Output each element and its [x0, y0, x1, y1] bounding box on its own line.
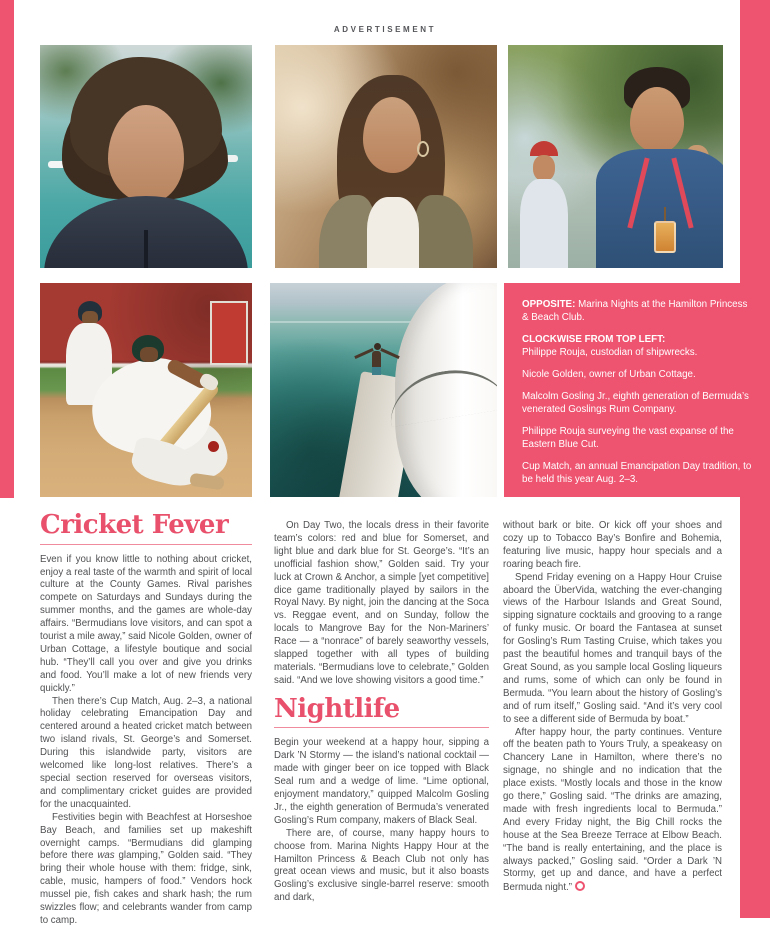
italic-word: was: [97, 850, 115, 862]
cricket-ball-shape: [208, 441, 219, 452]
drink-glass-shape: [654, 221, 676, 253]
paragraph: On Day Two, the locals dress in their favorite team’s colors: red and blue for Somerset, and light blue and dark blue for St. George’s. “It’s an unofficial fashion show,” Golden said. Try your luck at Crown & Anchor, a simple [yet competitive] dice game traditionally played by sailors in the Royal Navy. By night, join the dancing at the Soca vs. Reggae event, and on Sunday, follow the locals to Mangrove Bay for the Non-Mariners’ Race — a “nonrace” of barely seaworthy vessels, slapped together with all types of building materials. “Bermudians love to celebrate,” Golden said. “And we love showing visitors a good time.”: [274, 520, 489, 686]
section-title-nightlife: Nightlife: [274, 693, 400, 724]
red-wall-door-shape: [210, 301, 248, 365]
boat-shape: [74, 179, 87, 184]
opposite-text: Marina Nights at the Hamilton Princess & Beach Club.: [522, 299, 748, 323]
caption-box: [504, 283, 770, 497]
section-title-cricket-fever: Cricket Fever: [40, 510, 229, 540]
head-shape: [374, 343, 381, 350]
article-column-2: [274, 520, 489, 905]
horizon-line: [270, 321, 420, 323]
end-of-article-icon: [575, 881, 585, 891]
paragraph: Even if you know little to nothing about cricket, enjoy a real taste of the warmth and spirit of local culture at the County Games. Rival parishes compete on Saturdays and Sundays during the summer months, and the games are whole-day affairs. “Bermudians love visitors, and can spot a tourist a mile away,” said Nicole Golden, owner of Urban Cottage, a lifestyle boutique and social hub. “They’ll call you over and give you drinks and food. You’ll make a lot of new friends very quickly.”: [40, 553, 252, 694]
paragraph: without bark or bite. Or kick off your shoes and cozy up to Tobacco Bay’s Bonfire and Bohemia, featuring live music, happy hour specials and a roaring beach fire.: [503, 520, 722, 570]
photo-cup-match-cricket: [40, 283, 252, 497]
caption-clockwise-label: CLOCKWISE FROM TOP LEFT:: [522, 334, 666, 345]
photo-malcolm-gosling-jr: [508, 45, 723, 268]
photo-eastern-blue-cut-lighthouse: [270, 283, 497, 497]
earring-shape: [417, 141, 429, 157]
opposite-label: OPPOSITE:: [522, 299, 576, 310]
caption-item: Philippe Rouja surveying the vast expanse of the Eastern Blue Cut.: [522, 426, 734, 450]
boat-shape: [216, 155, 238, 162]
advertisement-label: ADVERTISEMENT: [333, 25, 437, 34]
caption-opposite: [522, 298, 752, 324]
photo-nicole-golden-portrait: [275, 45, 497, 268]
jacket-shape: [415, 195, 473, 268]
face-shape: [140, 347, 158, 362]
face-shape: [630, 87, 684, 153]
paragraph: Spend Friday evening on a Happy Hour Cruise aboard the ÜberVida, watching the ever-changing views of the Harbour Islands and Great Sound, sipping signature cocktails and grooving to a range of funky music. Or board the Fantasea at sunset for Gosling’s Rum Tasting Cruise, which takes you past the beautiful homes and tranquil bays of the Great Sound, as you sample local Gosling liqueurs and rums, some of which can only be found in Bermuda. “You learn about the history of Gosling’s and of rum itself,” Gosling said. “And it’s very cool to see a different side of Bermuda by boat.”: [503, 571, 722, 725]
paragraph: After happy hour, the party continues. Venture off the beaten path to Yours Truly, a speakeasy on Chancery Lane in Hamilton, where there’s no signage, no shingle and no indication that the place exists. “Mostly locals and those in the know go there,” Gosling said. “The drinks are amazing, made with fresh ingredients local to Bermuda.” And every Friday night, the Big Chill rocks the house at the Sea Breeze Terrace at Elbow Beach. “The band is really entertaining, and the place is always packed,” Gosling said. “Order a Dark ’N Stormy, get up and dance, and have a perfect Bermuda night.”: [503, 726, 722, 894]
paragraph: There are, of course, many happy hours to choose from. Marina Nights Happy Hour at the Hamilton Princess & Beach Club not only has great ocean views and music, but it also boasts Gosling’s exclusive single-barrel reserve: smooth and dark,: [274, 827, 489, 904]
torso-shape: [520, 179, 568, 268]
paragraph: Festivities begin with Beachfest at Horseshoe Bay Beach, and families set up makeshift overnight camps. “Bermudians did glamping before there was glamping,” Golden said. “They bring their whole house with them: fridge, sink, cable, music, hampers of food.” Vendors hock mussel pie, fish cakes and shark hash; the rum swizzles flow; and celebrants wander from camp to camp.: [40, 811, 252, 926]
article-column-3: [503, 520, 722, 895]
face-shape: [533, 155, 555, 181]
paragraph: Begin your weekend at a happy hour, sipping a Dark ’N Stormy — the island’s national cocktail — made with ginger beer on ice topped with Black Seal rum and a wedge of lime. “Lime optional, enjoyment mandatory,” quipped Malcolm Gosling Jr., the eighth generation of Bermuda’s venerated Gosling’s Rum company, makers of Black Seal.: [274, 737, 489, 826]
face-shape: [108, 105, 184, 203]
paragraph: Then there’s Cup Match, Aug. 2–3, a national holiday celebrating Emancipation Day and centered around a heated cricket match between two island rivals, St. George’s and Somerset. During this islandwide party, visitors are welcomed like long-lost relatives. There’s a special section reserved for overseas visitors, and complimentary cricket guides are provided for the unacquainted.: [40, 695, 252, 810]
shoe-shape: [189, 473, 224, 491]
heading-rule: [274, 727, 489, 728]
arm-shape: [380, 348, 399, 359]
face-shape: [363, 97, 421, 173]
left-border-strip: [0, 0, 14, 498]
heading-rule: [40, 544, 252, 545]
caption-item: Cup Match, an annual Emancipation Day tradition, to be held this year Aug. 2–3.: [522, 461, 752, 485]
shorts-shape: [372, 367, 381, 375]
caption-item: Nicole Golden, owner of Urban Cottage.: [522, 369, 696, 380]
jacket-zip-shape: [144, 230, 148, 268]
arm-shape: [354, 348, 373, 359]
article-column-1: [40, 511, 252, 928]
red-cap-shape: [530, 141, 558, 156]
boat-shape: [48, 161, 74, 168]
photo-philippe-rouja-portrait: [40, 45, 252, 268]
caption-item: Philippe Rouja, custodian of shipwrecks.: [522, 347, 698, 358]
caption-item: Malcolm Gosling Jr., eighth generation of Bermuda’s venerated Goslings Rum Company.: [522, 391, 749, 415]
top-shape: [367, 197, 419, 268]
